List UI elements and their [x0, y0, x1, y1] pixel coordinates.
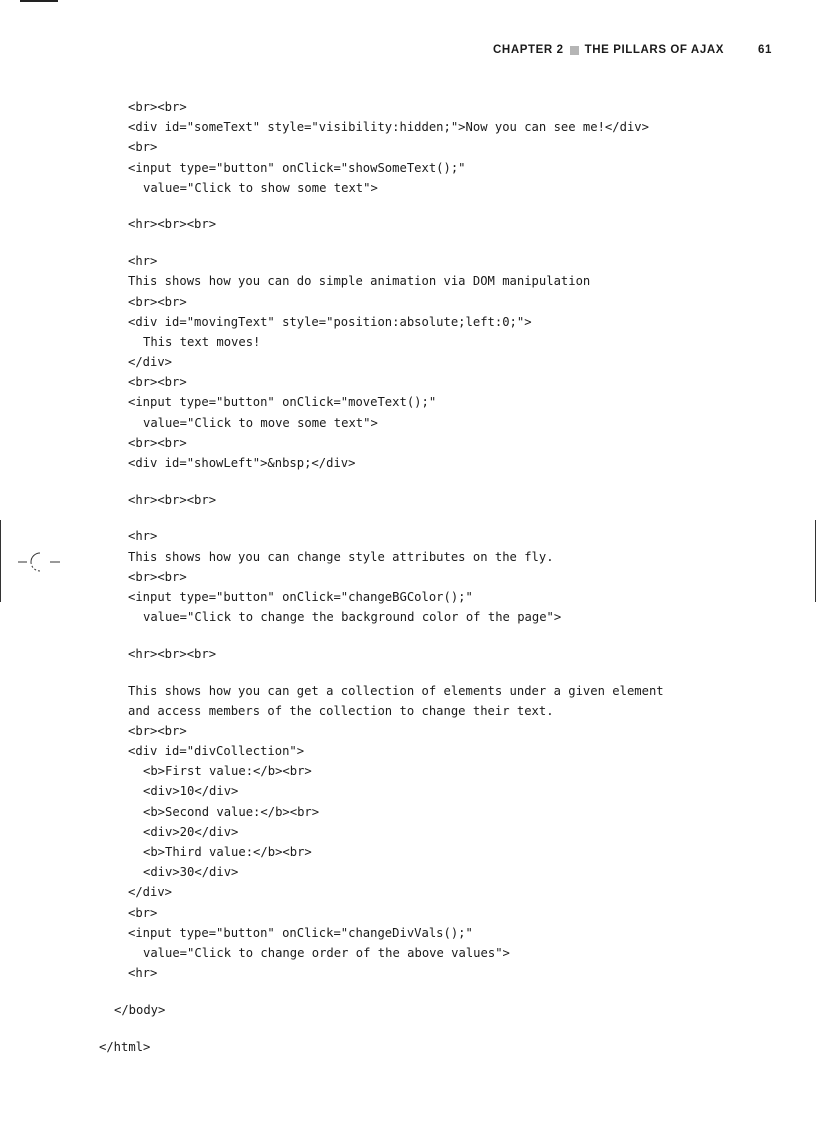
code-line [0, 983, 816, 1000]
code-line: <input type="button" onClick="changeBGColor();" [128, 589, 473, 604]
code-line: <hr> [128, 529, 158, 544]
code-line: <div id="movingText" style="position:absolute;left:0;"> [128, 314, 532, 329]
code-line: This shows how you can change style attributes on the fly. [128, 549, 554, 564]
code-line: </div> [128, 355, 173, 370]
code-line: </html> [99, 1039, 151, 1054]
code-line: value="Click to change the background color of the page"> [143, 610, 562, 625]
chapter-title: THE PILLARS OF AJAX [584, 44, 724, 56]
separator-square-icon [570, 46, 579, 55]
code-line: value="Click to show some text"> [143, 180, 378, 195]
code-line: <b>First value:</b><br> [143, 764, 312, 779]
code-line: This text moves! [143, 334, 261, 349]
code-line: <hr><br><br> [128, 492, 217, 507]
code-line [0, 198, 816, 215]
code-line: <br><br> [128, 723, 187, 738]
code-line: <br><br> [128, 435, 187, 450]
code-line: <div id="someText" style="visibility:hidden;">Now you can see me!</div> [128, 120, 649, 135]
code-line: <b>Third value:</b><br> [143, 845, 312, 859]
code-line [0, 473, 816, 490]
code-line: <div id="showLeft">&nbsp;</div> [128, 456, 356, 470]
code-line: <hr><br><br> [128, 217, 217, 232]
code-line: <br><br> [128, 294, 187, 309]
running-head [493, 44, 772, 56]
code-line: <div id="divCollection"> [128, 744, 305, 759]
code-line: <hr> [128, 254, 158, 269]
code-line: value="Click to change order of the above values"> [143, 945, 510, 960]
code-line [0, 627, 816, 644]
code-line: <br><br> [128, 375, 187, 390]
code-line: <div>20</div> [143, 824, 239, 839]
code-line: This shows how you can do simple animation via DOM manipulation [128, 274, 591, 289]
code-line: <br><br> [128, 100, 187, 114]
code-line: <b>Second value:</b><br> [143, 804, 320, 819]
crop-mark-top [20, 0, 58, 2]
code-line: This shows how you can get a collection of elements under a given element [128, 683, 664, 698]
code-listing [0, 97, 816, 1057]
code-line: <br><br> [128, 569, 187, 584]
code-line [0, 510, 816, 527]
code-line: <br> [128, 905, 158, 920]
page-number: 61 [758, 44, 772, 56]
code-line: and access members of the collection to change their text. [128, 703, 554, 718]
chapter-label: CHAPTER 2 [493, 44, 564, 56]
code-line: <input type="button" onClick="showSomeText();" [128, 160, 466, 175]
code-line [0, 664, 816, 681]
code-line: value="Click to move some text"> [143, 415, 378, 430]
code-line: <br> [128, 140, 158, 155]
code-line: </body> [114, 1002, 166, 1017]
code-line: </div> [128, 885, 173, 900]
code-line: <input type="button" onClick="moveText();" [128, 395, 437, 410]
code-line: <div>30</div> [143, 865, 239, 880]
code-line [0, 235, 816, 252]
code-line: <div>10</div> [143, 784, 239, 799]
code-line: <hr> [128, 966, 158, 981]
code-line: <input type="button" onClick="changeDivVals();" [128, 925, 473, 940]
code-line [0, 1020, 816, 1037]
code-line: <hr><br><br> [128, 646, 217, 661]
